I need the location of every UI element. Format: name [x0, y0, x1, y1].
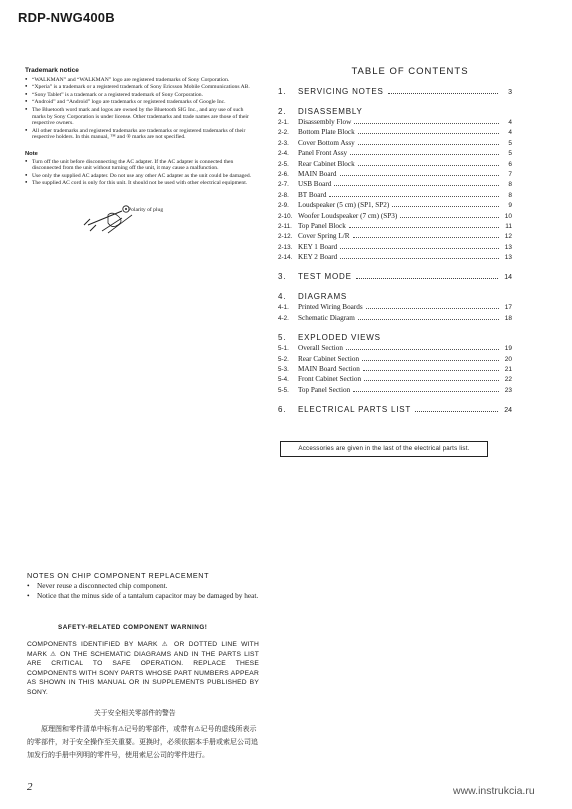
polarity-label: Polarity of plug [128, 207, 164, 213]
safety-warning-body: COMPONENTS IDENTIFIED BY MARK ⚠ OR DOTTED LINE WITH MARK ⚠ ON THE SCHEMATIC DIAGRAMS AND IN THE PARTS LIST ARE CRITICAL TO SAFE OPERATION. REPLACE THESE COMPONENTS WITH SONY PARTS WHOSE PART NUMBERS APPEAR AS SHOWN IN THIS MANUAL OR IN SUPPLEMENTS PUBLISHED BY SONY. [27, 641, 259, 696]
toc-entry-page: 8 [508, 181, 512, 189]
toc-section-exploded-views [278, 333, 512, 396]
toc-entry-title: Rear Cabinet Block [298, 159, 355, 168]
toc-entry-title: Loudspeaker (5 cm) (SP1, SP2) [298, 201, 390, 210]
toc-entry-page: 7 [508, 170, 512, 178]
toc-entry [278, 139, 512, 149]
toc-entry-number: 4-2. [278, 314, 289, 322]
toc-entry-title: KEY 1 Board [298, 242, 338, 251]
toc-entry [278, 180, 512, 190]
toc-entry-title: Cover Bottom Assy [298, 138, 355, 147]
toc-entry-page: 11 [505, 222, 512, 230]
accessories-note: Accessories are given in the last of the electrical parts list. [280, 441, 488, 457]
toc-entry-title: Top Panel Block [298, 221, 346, 230]
toc-entry [278, 355, 512, 365]
toc-entry-page: 10 [504, 212, 512, 220]
toc-section-title: DISASSEMBLY [298, 107, 363, 116]
toc-entry-title: Front Cabinet Section [298, 375, 362, 384]
toc-entry [278, 386, 512, 396]
note-item: ● Turn off the unit before disconnecting the AC adapter. If the AC adapter is connected then disconnected from the unit without turning off the unit, it may cause a malfunction. [25, 158, 257, 172]
toc-section-title: EXPLODED VIEWS [298, 333, 381, 343]
toc-entry-page: 9 [508, 202, 512, 210]
toc-section-disassembly [278, 107, 512, 263]
note-item: ● Use only the supplied AC adapter. Do not use any other AC adapter as the unit could be damaged. [25, 172, 257, 180]
toc-entry [278, 253, 512, 263]
toc-entry [278, 170, 512, 180]
trademark-heading: Trademark notice [25, 67, 79, 74]
toc-entry-number: 5-5. [278, 386, 289, 394]
trademark-item: ● “WALKMAN” and “WALKMAN” logo are registered trademarks of Sony Corporation. [25, 76, 257, 84]
toc-page-number: 24 [504, 407, 512, 415]
toc-entry-title: Disassembly Flow [298, 118, 352, 126]
toc-section-number: 3. [278, 272, 287, 282]
toc-entry-title: Bottom Plate Block [298, 128, 355, 137]
toc-page-number: 14 [504, 274, 512, 282]
trademark-item: ● “Sony Tablet” is a trademark or a registered trademark of Sony Corporation. [25, 91, 257, 99]
toc-entry-number: 5-2. [278, 355, 289, 363]
toc-entry-page: 6 [508, 160, 512, 168]
toc-entry [278, 222, 512, 232]
model-number: RDP-NWG400B [18, 10, 115, 25]
toc-page-number: 3 [508, 89, 512, 96]
toc-entry-number: 2-4. [278, 150, 289, 158]
toc-entry-number: 4-1. [278, 304, 289, 312]
toc-entry-number: 2-12. [278, 233, 293, 241]
toc-entry-title: Cover Spring L/R [298, 232, 350, 241]
toc-entry [278, 191, 512, 201]
toc-entry-page: 8 [508, 191, 512, 199]
chip-note-item: • Notice that the minus side of a tantalum capacitor may be damaged by heat. [27, 591, 259, 601]
toc-entry-title: BT Board [298, 190, 327, 199]
toc-entry-title: MAIN Board [298, 169, 337, 178]
toc-entry-page: 21 [504, 366, 512, 374]
trademark-notice [25, 68, 257, 187]
table-of-contents [278, 66, 512, 425]
toc-entry [278, 128, 512, 138]
chinese-safety-body: 原理图和零件清单中标有⚠记号的零部件，或带有⚠记号的虚线所表示的零部件，对于安全操作至关重要。更换时，必须依据本手册或索尼公司追加发行的手册中列明的零件号，使用索尼公司的零件进行。 [27, 725, 258, 759]
note-item: ● The supplied AC cord is only for this unit. It should not be used with other electrical equipment. [25, 179, 257, 187]
toc-entry-title: Panel Front Assy [298, 149, 348, 158]
toc-entry [278, 344, 512, 354]
toc-section-title: TEST MODE [298, 272, 352, 282]
toc-entry-page: 13 [504, 254, 512, 262]
toc-section-number: 1. [278, 87, 287, 96]
toc-entry [278, 365, 512, 375]
toc-entry-page: 12 [504, 233, 512, 241]
toc-entry [278, 118, 512, 128]
note-heading: Note [25, 150, 38, 157]
chip-component-notes [27, 571, 259, 601]
watermark: www.instrukcia.ru [453, 785, 535, 797]
toc-entry-number: 2-8. [278, 191, 289, 199]
toc-entry-page: 13 [504, 243, 512, 251]
toc-entry [278, 232, 512, 242]
toc-entry-page: 5 [508, 139, 512, 147]
toc-entry-number: 5-3. [278, 366, 289, 374]
toc-section-diagrams [278, 292, 512, 324]
toc-entry-number: 2-14. [278, 254, 293, 262]
toc-section-servicing-notes [278, 87, 512, 98]
toc-entry [278, 201, 512, 211]
toc-entry-page: 22 [504, 376, 512, 384]
trademark-item: ● “Xperia” is a trademark or a registered trademark of Sony Ericsson Mobile Communications AB. [25, 83, 257, 91]
toc-entry-title: KEY 2 Board [298, 253, 338, 262]
toc-entry-title: Woofer Loudspeaker (7 cm) (SP3) [298, 211, 398, 220]
toc-entry-page: 23 [504, 386, 512, 394]
toc-entry-title: Rear Cabinet Section [298, 354, 360, 363]
toc-section-number: 5. [278, 333, 287, 343]
toc-section-number: 4. [278, 292, 287, 302]
toc-entry-number: 2-1. [278, 119, 289, 126]
safety-warning-title: SAFETY-RELATED COMPONENT WARNING! [58, 624, 208, 631]
toc-section-electrical-parts-list [278, 405, 512, 416]
toc-section-number: 2. [278, 107, 287, 116]
toc-entry-number: 5-1. [278, 345, 289, 353]
chip-note-item: • Never reuse a disconnected chip component. [27, 581, 259, 591]
toc-title: TABLE OF CONTENTS [351, 66, 469, 77]
trademark-item: ● All other trademarks and registered trademarks are trademarks or registered trademarks of their respective holders. In this manual, ™ and ® marks are not specified. [25, 127, 257, 141]
toc-entry [278, 375, 512, 385]
toc-entry [278, 314, 512, 324]
toc-entry-number: 2-2. [278, 129, 289, 137]
toc-entry-page: 4 [508, 129, 512, 137]
toc-entry-page: 18 [504, 314, 512, 322]
toc-entry [278, 149, 512, 159]
toc-entry-number: 5-4. [278, 376, 289, 384]
page-number: 2 [27, 781, 33, 793]
toc-entry-number: 2-11. [278, 222, 292, 230]
toc-entry-page: 19 [504, 345, 512, 353]
toc-entry-title: Schematic Diagram [298, 313, 355, 322]
chip-notes-title: NOTES ON CHIP COMPONENT REPLACEMENT [27, 571, 210, 580]
toc-entry-number: 2-5. [278, 160, 289, 168]
toc-entry [278, 160, 512, 170]
toc-section-test-mode [278, 272, 512, 283]
toc-entry-title: Top Panel Section [298, 385, 351, 394]
toc-entry-number: 2-6. [278, 170, 289, 178]
toc-entry-title: MAIN Board Section [298, 365, 360, 374]
toc-entry-number: 2-9. [278, 202, 289, 210]
toc-entry-number: 2-3. [278, 139, 289, 147]
toc-entry-page: 17 [504, 304, 512, 312]
toc-entry-number: 2-10. [278, 212, 293, 220]
toc-entry-number: 2-7. [278, 181, 289, 189]
toc-entry [278, 243, 512, 253]
toc-section-title: ELECTRICAL PARTS LIST [298, 405, 412, 415]
trademark-item: ● “Android” and “Android” logo are trademarks or registered trademarks of Google Inc. [25, 98, 257, 106]
toc-section-title: SERVICING NOTES [298, 87, 384, 96]
toc-entry-number: 2-13. [278, 243, 293, 251]
toc-section-title: DIAGRAMS [298, 292, 348, 302]
chinese-safety-title: 关于安全相关零部件的警告 [94, 709, 176, 717]
toc-section-number: 6. [278, 405, 287, 415]
toc-entry-title: Overall Section [298, 344, 343, 353]
toc-entry [278, 212, 512, 222]
trademark-item: ● The Bluetooth word mark and logos are owned by the Bluetooth SIG Inc., and any use of such marks by Sony Corporation is under license. Other trademarks and trade names are those of their respective owners. [25, 106, 257, 127]
toc-entry-title: USB Board [298, 180, 332, 189]
toc-entry-page: 5 [508, 150, 512, 158]
toc-entry-page: 20 [504, 355, 512, 363]
toc-entry-title: Printed Wiring Boards [298, 303, 363, 312]
toc-entry [278, 303, 512, 313]
toc-entry-page: 4 [508, 119, 512, 126]
